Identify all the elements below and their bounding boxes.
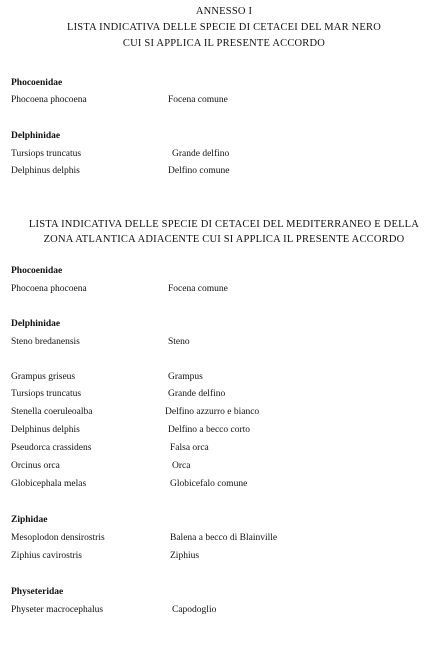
- species-scientific-name: Orcinus orca: [11, 461, 60, 471]
- species-common-name: Delfino a becco corto: [168, 425, 251, 435]
- species-scientific-name: Delphinus delphis: [11, 166, 80, 176]
- species-scientific-name: Tursiops truncatus: [11, 149, 82, 159]
- family-name: Physeteridae: [11, 587, 64, 597]
- species-common-name: Orca: [172, 461, 191, 471]
- annex-title: ANNESSO I: [195, 6, 253, 17]
- family-name: Ziphidae: [11, 515, 48, 525]
- family-name: Delphinidae: [11, 319, 61, 329]
- species-common-name: Falsa orca: [170, 443, 209, 453]
- species-common-name: Delfino azzurro e bianco: [165, 407, 260, 417]
- species-common-name: Focena comune: [168, 284, 228, 294]
- species-scientific-name: Ziphius cavirostris: [11, 551, 82, 561]
- family-name: Delphinidae: [11, 131, 61, 141]
- species-scientific-name: Tursiops truncatus: [11, 389, 82, 399]
- mediterranean-heading-line-1: LISTA INDICATIVA DELLE SPECIE DI CETACEI DEL MEDITERRANEO E DELLA: [28, 219, 420, 230]
- species-common-name: Globicefalo comune: [170, 479, 248, 489]
- mediterranean-heading-line-2: ZONA ATLANTICA ADIACENTE CUI SI APPLICA IL PRESENTE ACCORDO: [43, 234, 405, 245]
- species-common-name: Balena a becco di Blainville: [170, 533, 278, 543]
- species-scientific-name: Phocoena phocoena: [11, 95, 87, 105]
- species-scientific-name: Physeter macrocephalus: [11, 605, 104, 615]
- species-scientific-name: Mesoplodon densirostris: [11, 533, 105, 543]
- species-common-name: Grande delfino: [172, 149, 230, 159]
- species-scientific-name: Pseudorca crassidens: [11, 443, 92, 453]
- species-common-name: Capodoglio: [172, 605, 217, 615]
- species-scientific-name: Phocoena phocoena: [11, 284, 87, 294]
- species-scientific-name: Delphinus delphis: [11, 425, 80, 435]
- black-sea-heading-line-1: LISTA INDICATIVA DELLE SPECIE DI CETACEI DEL MAR NERO: [67, 22, 381, 33]
- species-common-name: Grampus: [168, 372, 203, 382]
- black-sea-heading-line-2: CUI SI APPLICA IL PRESENTE ACCORDO: [122, 38, 326, 49]
- species-common-name: Ziphius: [170, 551, 200, 561]
- family-name: Phocoenidae: [11, 78, 63, 88]
- species-common-name: Grande delfino: [168, 389, 226, 399]
- species-common-name: Focena comune: [168, 95, 228, 105]
- species-common-name: Steno: [168, 337, 190, 347]
- species-scientific-name: Grampus griseus: [11, 372, 76, 382]
- species-scientific-name: Steno bredanensis: [11, 337, 80, 347]
- species-scientific-name: Stenella coeruleoalba: [11, 407, 93, 417]
- species-common-name: Delfino comune: [168, 166, 230, 176]
- species-scientific-name: Globicephala melas: [11, 479, 87, 489]
- family-name: Phocoenidae: [11, 266, 63, 276]
